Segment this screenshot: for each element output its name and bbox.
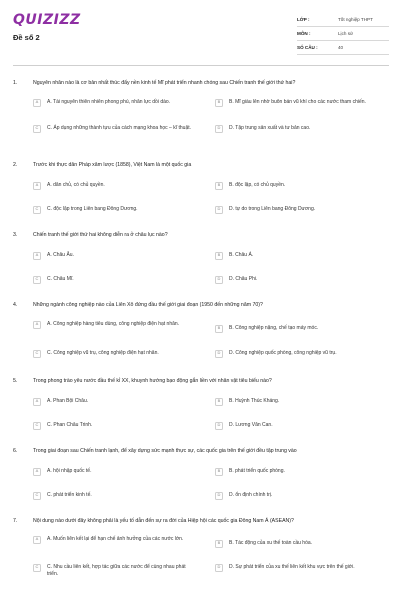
question-number: 5.	[13, 378, 18, 384]
option-text: B. độc lập, có chủ quyền.	[229, 182, 286, 188]
option-letter-badge: D	[215, 125, 223, 133]
option-text: B. phát triển quốc phòng.	[229, 468, 285, 474]
option-a[interactable]	[33, 99, 193, 107]
question-4	[13, 302, 390, 356]
option-letter-badge: D	[215, 422, 223, 430]
option-text: C. Công nghiệp vũ trụ, công nghiệp điện hạt nhân.	[47, 350, 159, 356]
option-letter-badge: A	[33, 99, 41, 107]
option-text: B. Huỳnh Thúc Kháng.	[229, 398, 280, 404]
question-7	[13, 518, 390, 577]
option-text: C. phát triển kinh tế.	[47, 492, 92, 498]
option-letter-badge: C	[33, 422, 41, 430]
option-text: B. Châu Á.	[229, 252, 254, 258]
option-letter-badge: B	[215, 540, 223, 548]
meta-value: 40	[338, 45, 344, 50]
question-6	[13, 448, 390, 498]
option-b[interactable]	[215, 182, 375, 190]
option-text: D. Sự phát triển của xu thế liên kết khu vực trên thế giới.	[229, 564, 355, 570]
option-a[interactable]	[33, 536, 193, 544]
option-c[interactable]	[33, 422, 193, 430]
option-letter-badge: A	[33, 536, 41, 544]
option-text: C. Phan Châu Trinh.	[47, 422, 93, 428]
option-a[interactable]	[33, 468, 193, 476]
option-d[interactable]	[215, 564, 375, 572]
option-a[interactable]	[33, 398, 193, 406]
option-letter-badge: B	[215, 468, 223, 476]
meta-row-class	[297, 13, 389, 27]
option-c[interactable]	[33, 564, 193, 577]
question-number: 3.	[13, 232, 18, 238]
question-text: Trước khi thực dân Pháp xâm lược (1858), Việt Nam là một quốc gia	[33, 162, 192, 168]
option-text: A. Tài nguyên thiên nhiên phong phú, nhân lực dồi dào.	[47, 99, 171, 105]
option-letter-badge: A	[33, 252, 41, 260]
option-letter-badge: C	[33, 206, 41, 214]
meta-key: LỚP :	[297, 17, 310, 22]
question-number: 2.	[13, 162, 18, 168]
option-text: B. Công nghiệp nặng, chế tạo máy móc.	[229, 325, 319, 331]
option-text: C. độc lập trong Liên bang Đông Dương.	[47, 206, 138, 212]
option-b[interactable]	[215, 468, 375, 476]
option-letter-badge: C	[33, 350, 41, 358]
option-text: A. hội nhập quốc tế.	[47, 468, 92, 474]
meta-value: Tốt nghiệp THPT	[338, 17, 373, 22]
option-text: D. ổn định chính trị.	[229, 492, 273, 498]
option-letter-badge: D	[215, 564, 223, 572]
option-c[interactable]	[33, 206, 193, 214]
meta-key: MÔN :	[297, 31, 311, 36]
option-text: D. Tập trung sản xuất và tư bản cao.	[229, 125, 311, 131]
meta-key: SỐ CÂU :	[297, 45, 318, 50]
option-c[interactable]	[33, 492, 193, 500]
option-letter-badge: B	[215, 398, 223, 406]
option-d[interactable]	[215, 350, 375, 358]
question-number: 1.	[13, 80, 18, 86]
option-letter-badge: C	[33, 276, 41, 284]
option-letter-badge: C	[33, 564, 41, 572]
option-letter-badge: B	[215, 99, 223, 107]
question-number: 7.	[13, 518, 18, 524]
meta-row-subject	[297, 27, 389, 41]
option-letter-badge: A	[33, 321, 41, 329]
option-text: A. Muốn liên kết lại để hạn chế ảnh hưởng của các nước lớn.	[47, 536, 184, 542]
option-c[interactable]	[33, 350, 193, 358]
header-divider	[13, 65, 389, 66]
option-letter-badge: C	[33, 125, 41, 133]
option-a[interactable]	[33, 252, 193, 260]
meta-value: Lịch sử	[338, 31, 354, 36]
option-text: C. Châu Mĩ.	[47, 276, 74, 282]
question-text: Trong giai đoạn sau Chiến tranh lạnh, để xây dựng sức mạnh thực sự, các quốc gia trên thế giới đều tập trung vào	[33, 448, 297, 454]
option-letter-badge: A	[33, 182, 41, 190]
option-letter-badge: B	[215, 182, 223, 190]
option-d[interactable]	[215, 276, 375, 284]
question-number: 6.	[13, 448, 18, 454]
option-d[interactable]	[215, 492, 375, 500]
option-letter-badge: D	[215, 276, 223, 284]
option-letter-badge: C	[33, 492, 41, 500]
option-a[interactable]	[33, 182, 193, 190]
option-d[interactable]	[215, 125, 375, 133]
option-b[interactable]	[215, 325, 375, 333]
option-d[interactable]	[215, 422, 375, 430]
option-c[interactable]	[33, 125, 193, 133]
option-b[interactable]	[215, 252, 375, 260]
option-text: D. Châu Phi.	[229, 276, 258, 282]
question-5	[13, 378, 390, 428]
option-text: C. Nhu cầu liên kết, hợp tác giữa các nước để cùng nhau phát triển.	[47, 564, 186, 577]
option-letter-badge: B	[215, 252, 223, 260]
question-text: Những ngành công nghiệp nào của Liên Xô đứng đầu thế giới giai đoạn (1950 đến những năm 70)?	[33, 302, 263, 308]
option-b[interactable]	[215, 540, 375, 548]
option-text: A. dân chủ, có chủ quyền.	[47, 182, 105, 188]
option-text: A. Châu Âu.	[47, 252, 74, 258]
option-letter-badge: D	[215, 206, 223, 214]
option-letter-badge: B	[215, 325, 223, 333]
option-text: B. Mĩ giàu lên nhờ buôn bán vũ khí cho các nước tham chiến.	[229, 99, 366, 105]
option-letter-badge: D	[215, 350, 223, 358]
option-b[interactable]	[215, 99, 375, 107]
option-letter-badge: A	[33, 398, 41, 406]
option-text: D. tự do trong Liên bang Đông Dương.	[229, 206, 316, 212]
document-title: Đề số 2	[13, 33, 40, 42]
option-text: C. Áp dụng những thành tựu của cách mạng khoa học – kĩ thuật.	[47, 125, 192, 131]
option-text: D. Công nghiệp quốc phòng, công nghiệp vũ trụ.	[229, 350, 337, 356]
option-c[interactable]	[33, 276, 193, 284]
question-text: Nguyên nhân nào là cơ bản nhất thúc đẩy nền kinh tế Mĩ phát triển nhanh chóng sau Chiến tranh thế giới thứ hai?	[33, 80, 296, 86]
option-d[interactable]	[215, 206, 375, 214]
option-b[interactable]	[215, 398, 375, 406]
option-text: A. Công nghiệp hàng tiêu dùng, công nghiệp điện hạt nhân.	[47, 321, 180, 327]
question-text: Trong phong trào yêu nước đầu thế kỉ XX, khuynh hướng bạo động gắn liền với nhân vật tiêu biểu nào?	[33, 378, 272, 384]
question-text: Chiến tranh thế giới thứ hai không diễn ra ở châu lục nào?	[33, 232, 168, 238]
question-3	[13, 232, 390, 282]
question-2	[13, 162, 390, 212]
option-text: A. Phan Bội Châu.	[47, 398, 89, 404]
option-a[interactable]	[33, 321, 193, 329]
option-letter-badge: A	[33, 468, 41, 476]
meta-table	[297, 13, 389, 55]
meta-row-question-count	[297, 41, 389, 55]
option-letter-badge: D	[215, 492, 223, 500]
option-text: D. Lương Văn Can.	[229, 422, 273, 428]
quizizz-logo: QUIZIZZ	[13, 12, 81, 28]
question-1	[13, 80, 390, 131]
option-text: B. Tác động của xu thế toàn cầu hóa.	[229, 540, 313, 546]
question-text: Nội dung nào dưới đây không phải là yếu tố dẫn đến sự ra đời của Hiệp hội các quốc gia Đông Nam Á (ASEAN)?	[33, 518, 294, 524]
question-number: 4.	[13, 302, 18, 308]
